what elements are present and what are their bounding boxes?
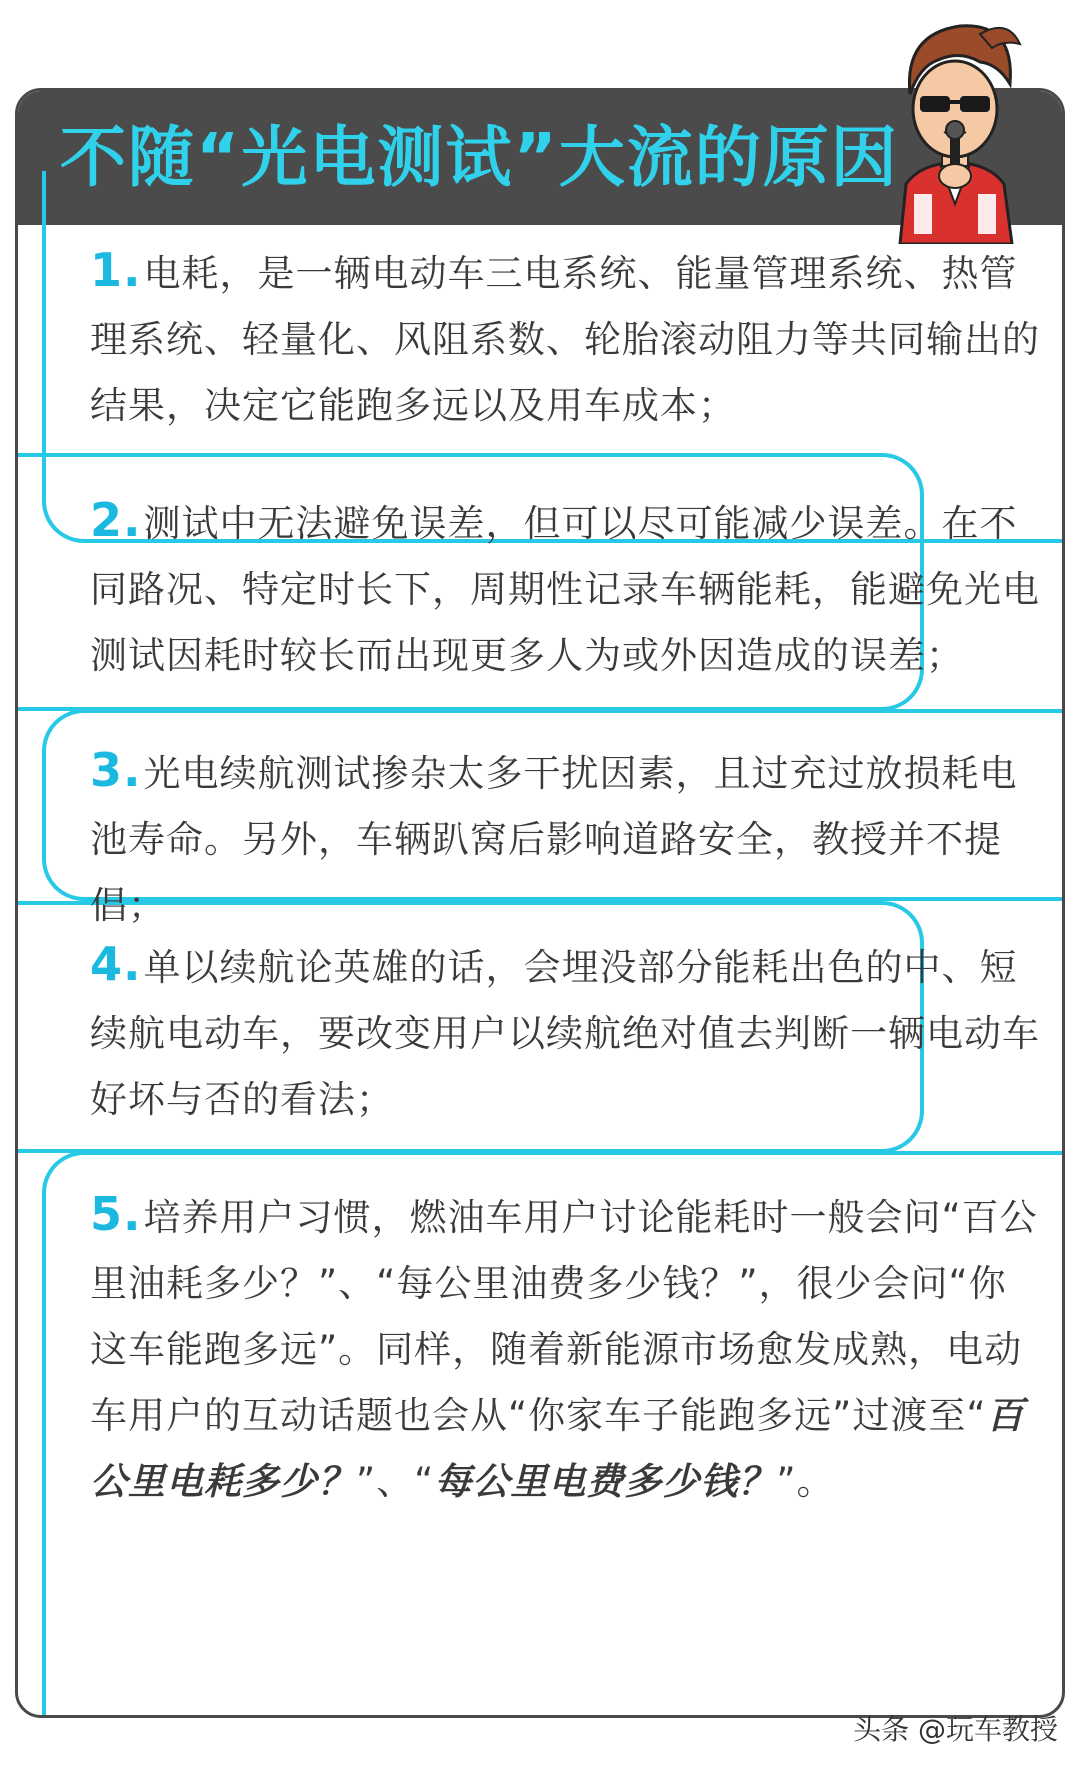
item-number: 1. [90, 243, 142, 297]
list-item-5 [90, 1181, 1040, 1515]
page-title: 不随“光电测试”大流的原因 [60, 119, 899, 196]
item-number: 5. [90, 1187, 142, 1241]
item-emphasis: 百公里电耗多少？ [90, 1394, 1025, 1503]
item-number: 2. [90, 493, 142, 547]
list-item-1 [90, 237, 1040, 439]
item-text: 培养用户习惯，燃油车用户讨论能耗时一般会问“百公里油耗多少？”、“每公里油费多少钱？”，很少会问“你这车能跑多远”。同样，随着新能源市场愈发成熟，电动车用户的互动话题也会从“你家车子能跑多远”过渡至“ [90, 1196, 1038, 1437]
item-text: ”、“ [356, 1460, 435, 1503]
content-card [15, 88, 1065, 1718]
watermark: 头条 @玩车教授 [853, 1713, 1058, 1746]
list-item-2 [90, 487, 1040, 689]
item-text: 测试中无法避免误差，但可以尽可能减少误差。在不同路况、特定时长下，周期性记录车辆能耗，能避免光电测试因耗时较长而出现更多人为或外因造成的误差； [90, 502, 1040, 677]
item-text: 电耗，是一辆电动车三电系统、能量管理系统、热管理系统、轻量化、风阻系数、轮胎滚动阻力等共同输出的结果，决定它能跑多远以及用车成本； [90, 252, 1040, 427]
item-number: 3. [90, 743, 142, 797]
item-emphasis: 每公里电费多少钱？ [434, 1460, 777, 1503]
list-item-3 [90, 737, 1040, 939]
cartoon-host-with-microphone-icon [880, 14, 1030, 244]
list-item-4 [90, 931, 1040, 1133]
item-number: 4. [90, 937, 142, 991]
item-text: 单以续航论英雄的话，会埋没部分能耗出色的中、短续航电动车，要改变用户以续航绝对值去判断一辆电动车好坏与否的看法； [90, 946, 1040, 1121]
item-text: 光电续航测试掺杂太多干扰因素，且过充过放损耗电池寿命。另外，车辆趴窝后影响道路安全，教授并不提倡； [90, 752, 1018, 927]
item-text: ”。 [776, 1460, 835, 1503]
